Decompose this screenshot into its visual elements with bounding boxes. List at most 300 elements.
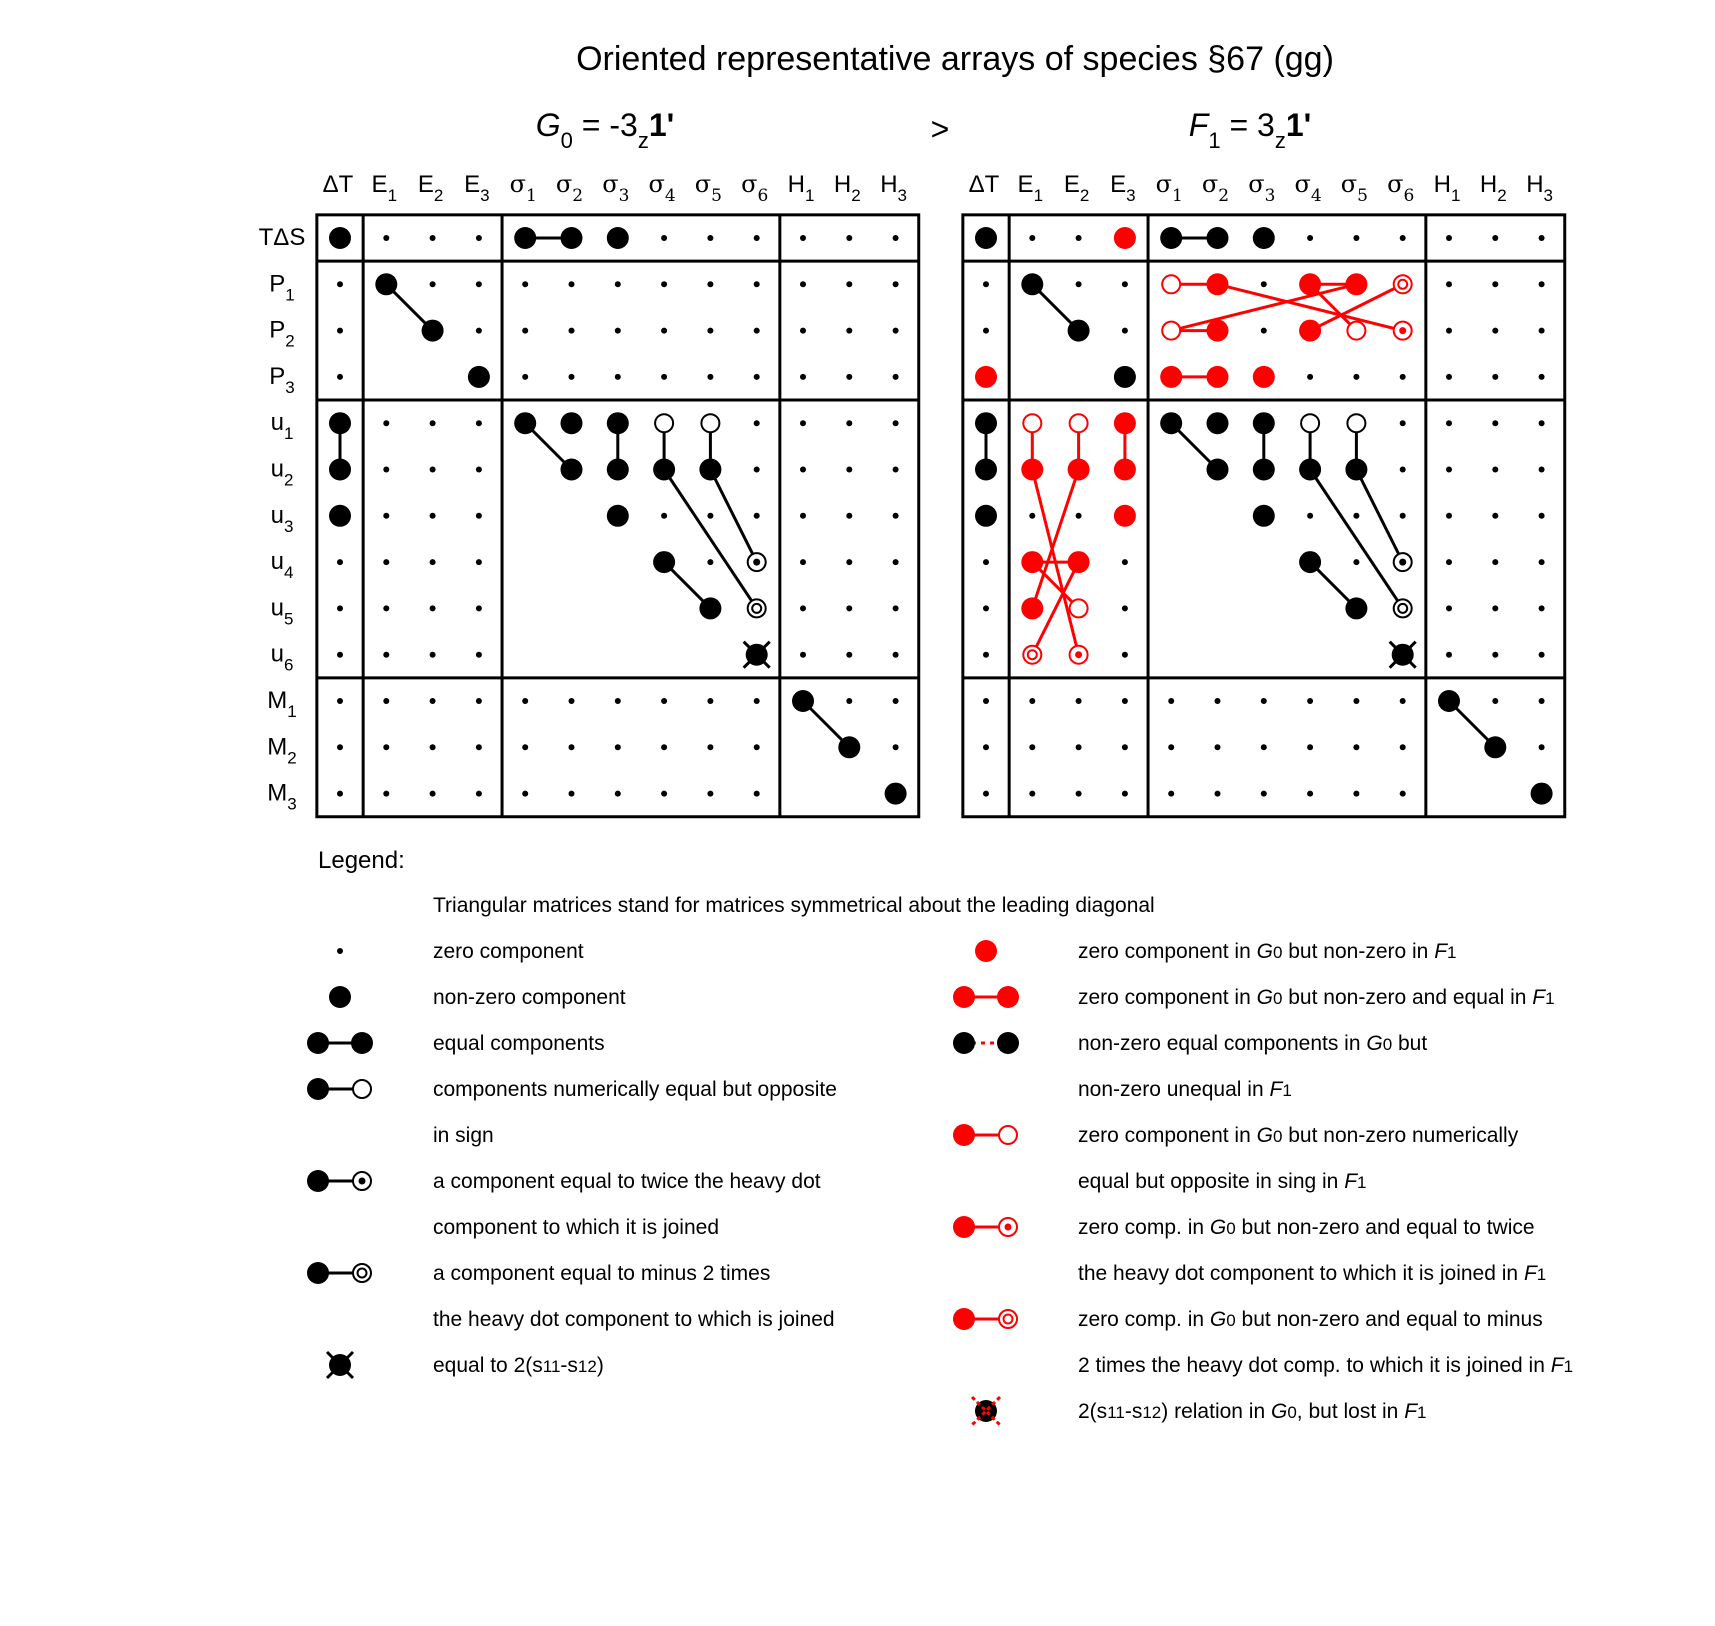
zero-dot (1353, 374, 1359, 380)
zero-dot (1353, 559, 1359, 565)
zero-dot (1446, 235, 1452, 241)
zero-dot (1400, 744, 1406, 750)
legend-text-run: 0 (1272, 989, 1283, 1008)
component-mark (701, 414, 719, 432)
legend-text-run: 1 (1545, 989, 1555, 1008)
zero-dot (383, 605, 389, 611)
zero-dot (383, 791, 389, 797)
zero-dot (1122, 791, 1128, 797)
col-header-sub: 2 (1079, 186, 1090, 205)
component-mark (329, 505, 351, 527)
component-mark (885, 783, 907, 805)
zero-dot (383, 420, 389, 426)
zero-dot (893, 328, 899, 334)
zero-dot (1168, 698, 1174, 704)
legend-dot (997, 986, 1019, 1008)
component-mark (1301, 414, 1319, 432)
legend-text-italic: F (1523, 1262, 1537, 1285)
zero-dot (569, 328, 575, 334)
col-header-base: E (1110, 171, 1127, 198)
group-label-0 (536, 107, 674, 153)
component-mark (1021, 597, 1043, 619)
component-mark (653, 459, 675, 481)
component-mark (748, 553, 766, 571)
zero-dot (800, 652, 806, 658)
legend-text-run: 1 (1282, 1081, 1292, 1100)
legend-text-run: but non-zero and equal in (1282, 986, 1533, 1009)
col-header (1202, 170, 1229, 206)
row-header-sub: 3 (287, 794, 297, 814)
row-header-base: u (270, 548, 284, 576)
zero-dot (1492, 467, 1498, 473)
legend-text-run: equal components (433, 1032, 605, 1055)
legend-note: Triangular matrices stand for matrices symmetrical about the leading diagonal (433, 894, 1155, 917)
zero-dot (661, 235, 667, 241)
zero-dot (893, 698, 899, 704)
component-mark (375, 273, 397, 295)
zero-dot (1029, 791, 1035, 797)
zero-dot (1215, 698, 1221, 704)
component-mark (1299, 551, 1321, 573)
zero-dot (846, 467, 852, 473)
zero-dot (430, 513, 436, 519)
zero-dot (337, 652, 343, 658)
legend-dot (953, 986, 975, 1008)
legend-text-run: zero component in (1078, 1124, 1257, 1147)
zero-dot (476, 513, 482, 519)
zero-dot (893, 281, 899, 287)
zero-dot (1400, 513, 1406, 519)
col-header (556, 170, 583, 206)
legend-dotc-dot (359, 1178, 366, 1185)
legend-text-italic: F (1434, 940, 1448, 963)
zero-dot (661, 328, 667, 334)
col-header (741, 170, 768, 206)
legend-text-run: 0 (1226, 1311, 1236, 1330)
col-header-sub: 2 (433, 186, 444, 205)
component-mark (1253, 227, 1275, 249)
zero-dot (1122, 328, 1128, 334)
legend-item-right (953, 1216, 1546, 1285)
zero-dot (1539, 605, 1545, 611)
zero-dot (707, 513, 713, 519)
zero-dot (383, 744, 389, 750)
col-header (834, 171, 861, 205)
zero-dot (1307, 698, 1313, 704)
row-header (267, 687, 296, 721)
zero-dot (1122, 698, 1128, 704)
row-header (271, 456, 294, 490)
legend-text (433, 986, 626, 1009)
row-header (259, 224, 306, 251)
col-header-sub: 2 (1497, 186, 1507, 205)
col-header-base: ΔT (322, 171, 354, 198)
zero-dot (615, 698, 621, 704)
component-mark (1253, 459, 1275, 481)
legend-item-right (953, 1308, 1573, 1377)
zero-dot (383, 559, 389, 565)
zero-dot (1446, 652, 1452, 658)
zero-dot (983, 281, 989, 287)
zero-dot (337, 281, 343, 287)
legend-text-run: equal to 2(s (433, 1354, 543, 1377)
zero-dot (1261, 281, 1267, 287)
zero-dot (707, 744, 713, 750)
zero-dot (615, 791, 621, 797)
col-header-sub: 1 (1033, 186, 1044, 205)
zero-dot (754, 374, 760, 380)
legend-text-run: a component equal to minus 2 times (433, 1262, 771, 1285)
zero-dot (1539, 374, 1545, 380)
legend-dot (329, 986, 351, 1008)
row-header (271, 548, 294, 582)
zero-dot (1492, 652, 1498, 658)
component-mark-dot (1075, 651, 1082, 658)
legend-item-right (953, 1124, 1519, 1193)
component-mark (1345, 597, 1367, 619)
zero-dot (476, 698, 482, 704)
zero-dot (1539, 559, 1545, 565)
component-mark (607, 227, 629, 249)
col-header-base: σ (694, 170, 712, 198)
legend-text-run: , but lost in (1296, 1400, 1405, 1423)
zero-dot (754, 328, 760, 334)
zero-dot (1446, 328, 1452, 334)
component-mark (975, 412, 997, 434)
zero-dot (1539, 698, 1545, 704)
group-sub: 0 (560, 128, 573, 153)
legend-item-left (329, 986, 626, 1009)
legend-text-italic: G (1256, 1124, 1273, 1147)
legend-item-left (307, 1078, 837, 1147)
legend-dotc-dot (1005, 1224, 1012, 1231)
component-mark (1068, 459, 1090, 481)
zero-dot (754, 420, 760, 426)
legend-dblc (353, 1264, 371, 1282)
zero-dot (800, 559, 806, 565)
legend-dotc (353, 1172, 371, 1190)
group-symbol: G (535, 107, 561, 143)
legend-text-run: 1 (1563, 1357, 1574, 1376)
zero-dot (1539, 652, 1545, 658)
col-header-sub: 3 (1543, 186, 1554, 205)
zero-dot (1122, 652, 1128, 658)
zero-dot (1076, 698, 1082, 704)
component-mark (1070, 646, 1088, 664)
link-line (664, 470, 757, 609)
component-mark (1345, 459, 1367, 481)
component-mark (1021, 459, 1043, 481)
zero-dot (337, 698, 343, 704)
col-header-base: σ (1294, 170, 1311, 198)
legend-text-run: 0 (1226, 1219, 1236, 1238)
row-header-sub: 2 (283, 470, 294, 490)
zero-dot (522, 374, 528, 380)
legend-dot (351, 1032, 373, 1054)
zero-dot (430, 698, 436, 704)
legend-text-italic: G (1209, 1308, 1227, 1331)
zero-dot (1029, 235, 1035, 241)
col-header-sub: 5 (711, 186, 723, 206)
col-header-base: E (1017, 171, 1034, 198)
col-header-sub: 1 (525, 186, 537, 206)
zero-dot (1029, 744, 1035, 750)
component-mark-outer (748, 599, 766, 617)
legend-item-left (307, 1170, 821, 1239)
zero-dot (1353, 744, 1359, 750)
zero-dot (1076, 791, 1082, 797)
legend-text-run: but non-zero numerically (1282, 1124, 1519, 1147)
col-header-sub: 5 (1357, 186, 1369, 206)
col-header-base: E (371, 171, 388, 198)
legend-text-run: the heavy dot component to which is joined (433, 1308, 835, 1331)
legend-text (433, 1124, 494, 1147)
zero-dot (476, 791, 482, 797)
col-header-base: H (880, 171, 898, 198)
component-mark (1160, 412, 1182, 434)
component-mark (792, 690, 814, 712)
component-mark (514, 227, 536, 249)
zero-dot (1539, 281, 1545, 287)
legend-text (433, 1354, 604, 1377)
zero-dot (983, 605, 989, 611)
col-header (464, 171, 489, 205)
zero-dot (1539, 513, 1545, 519)
row-header-base: u (270, 640, 284, 668)
zero-dot (707, 281, 713, 287)
component-mark (838, 736, 860, 758)
row-header (267, 733, 296, 767)
legend-text-italic: G (1366, 1032, 1383, 1055)
row-header (269, 270, 294, 304)
legend-text-run: 11 (1107, 1403, 1125, 1422)
legend-dblc-outer (353, 1264, 371, 1282)
row-header (271, 641, 294, 675)
row-header-sub: 5 (283, 609, 294, 629)
zero-dot (707, 235, 713, 241)
col-header (1387, 170, 1414, 206)
col-header-base: σ (741, 170, 758, 198)
col-header-base: E (417, 171, 434, 198)
component-mark (1207, 273, 1229, 295)
row-header-base: M (267, 687, 288, 714)
legend-item-right (975, 940, 1456, 963)
zero-dot (1492, 605, 1498, 611)
component-mark (1162, 322, 1180, 340)
zero-dot (1029, 698, 1035, 704)
col-header-sub: 1 (804, 186, 815, 205)
col-header (602, 170, 629, 206)
component-mark (1253, 366, 1275, 388)
zero-dot (754, 698, 760, 704)
component-mark (1068, 551, 1090, 573)
legend-text (1078, 1216, 1535, 1239)
zero-dot (476, 744, 482, 750)
zero-dot (893, 652, 899, 658)
legend-dot (997, 1032, 1019, 1054)
zero-dot (476, 652, 482, 658)
component-mark (561, 459, 583, 481)
zero-dot (707, 559, 713, 565)
group-sub: 1 (1208, 128, 1221, 153)
legend-text-run: the heavy dot component to which it is joined in (1078, 1262, 1524, 1285)
zero-dot (1539, 420, 1545, 426)
row-header (271, 594, 294, 628)
zero-dot (1353, 513, 1359, 519)
component-mark (1253, 505, 1275, 527)
zero-dot (1400, 467, 1406, 473)
diagram-title: Oriented representative arrays of species §67 (gg) (576, 40, 1334, 78)
legend-text-run: component to which it is joined (433, 1216, 719, 1239)
zero-dot (569, 744, 575, 750)
component-mark (329, 227, 351, 249)
legend-item-right (953, 986, 1555, 1009)
legend-text-italic: G (1256, 986, 1273, 1009)
zero-dot (1446, 467, 1452, 473)
legend-text-run: but non-zero and equal to minus (1235, 1308, 1543, 1331)
zero-dot (522, 281, 528, 287)
component-mark (1160, 227, 1182, 249)
zero-dot (661, 281, 667, 287)
zero-dot (707, 791, 713, 797)
zero-dot (1446, 281, 1452, 287)
legend-text (1078, 986, 1555, 1009)
col-header (510, 170, 537, 206)
legend-text-italic: F (1532, 986, 1546, 1009)
zero-dot (1400, 235, 1406, 241)
zero-dot (569, 791, 575, 797)
legend-text-run: ) relation in (1161, 1400, 1271, 1423)
legend-text-run: 1 (1447, 943, 1457, 962)
row-header-base: u (270, 594, 284, 622)
zero-dot (615, 281, 621, 287)
col-header (1110, 171, 1135, 205)
col-header-base: σ (648, 170, 665, 198)
row-header-sub: 3 (285, 377, 295, 397)
zero-dot (661, 698, 667, 704)
legend-text-run: zero component in (1078, 986, 1257, 1009)
component-mark (422, 320, 444, 342)
zero-dot (893, 467, 899, 473)
zero-dot (754, 513, 760, 519)
component-mark (1114, 505, 1136, 527)
zero-dot (1261, 698, 1267, 704)
col-header (1341, 170, 1368, 206)
component-mark (1070, 414, 1088, 432)
zero-dot (893, 605, 899, 611)
zero-dot (983, 559, 989, 565)
zero-dot (337, 605, 343, 611)
zero-dot (383, 652, 389, 658)
col-header-base: E (464, 171, 481, 198)
legend-text-run: 0 (1287, 1403, 1297, 1422)
component-mark (561, 227, 583, 249)
legend-text (1078, 1354, 1573, 1377)
zero-dot (430, 744, 436, 750)
legend-text-run: 2 times the heavy dot comp. to which it is joined in (1078, 1354, 1551, 1377)
legend-text (1078, 1262, 1546, 1285)
zero-dot (476, 605, 482, 611)
col-header-base: σ (1248, 170, 1265, 198)
zero-dot (1446, 374, 1452, 380)
zero-dot (615, 328, 621, 334)
group-label-1 (1189, 107, 1311, 153)
col-header-base: H (1433, 171, 1451, 198)
col-header-sub: 1 (1171, 186, 1183, 206)
legend-text-run: components numerically equal but opposite (433, 1078, 837, 1101)
col-header (969, 171, 1000, 198)
relation-symbol: > (930, 111, 950, 147)
zero-dot (983, 791, 989, 797)
row-header (267, 780, 296, 814)
component-mark (748, 599, 766, 617)
legend-text-italic: G (1209, 1216, 1227, 1239)
zero-dot (1446, 605, 1452, 611)
legend-text (1078, 1170, 1367, 1193)
legend-text-run: but (1392, 1032, 1428, 1055)
row-header (269, 317, 294, 351)
col-header-base: H (1526, 171, 1544, 198)
col-header-sub: 3 (1126, 186, 1136, 205)
zero-dot (1307, 791, 1313, 797)
legend-dot (953, 1124, 975, 1146)
zero-dot (846, 698, 852, 704)
zero-dot (800, 328, 806, 334)
legend-text-run: 1 (1357, 1173, 1367, 1192)
legend-text (433, 1170, 821, 1193)
legend-text-run: non-zero component (433, 986, 626, 1009)
col-header (1294, 170, 1321, 206)
zero-dot (1307, 744, 1313, 750)
zero-dot (430, 467, 436, 473)
legend-text-run: -s (560, 1354, 578, 1377)
group-bold: 1' (1285, 107, 1312, 143)
component-mark-outer (1394, 275, 1412, 293)
zero-dot (522, 791, 528, 797)
zero-dot (476, 235, 482, 241)
component-mark (1394, 599, 1412, 617)
component-mark (561, 412, 583, 434)
zero-dot (846, 235, 852, 241)
zero-dot (337, 744, 343, 750)
zero-dot (1446, 513, 1452, 519)
zero-dot (893, 374, 899, 380)
zero-dot (1076, 235, 1082, 241)
component-mark (607, 505, 629, 527)
zero-dot (1492, 235, 1498, 241)
legend-text-run: in sign (433, 1124, 494, 1147)
zero-dot (1029, 513, 1035, 519)
component-mark (1438, 690, 1460, 712)
component-mark (1390, 642, 1416, 668)
legend-text (433, 1216, 719, 1239)
zero-dot (1307, 374, 1313, 380)
zero-dot (1353, 791, 1359, 797)
zero-dot (522, 744, 528, 750)
group-mid: = -3 (572, 107, 638, 143)
legend-item-right (953, 1032, 1427, 1101)
legend-text-run: but non-zero and equal to twice (1235, 1216, 1535, 1239)
zero-dot (800, 513, 806, 519)
zero-dot (430, 235, 436, 241)
legend-dblc-outer (999, 1310, 1017, 1328)
row-header (271, 502, 294, 536)
zero-dot (661, 513, 667, 519)
col-header (648, 170, 675, 206)
legend-layer (307, 847, 1573, 1425)
legend-text-run: zero component in (1078, 940, 1257, 963)
col-header-sub: 3 (897, 186, 908, 205)
